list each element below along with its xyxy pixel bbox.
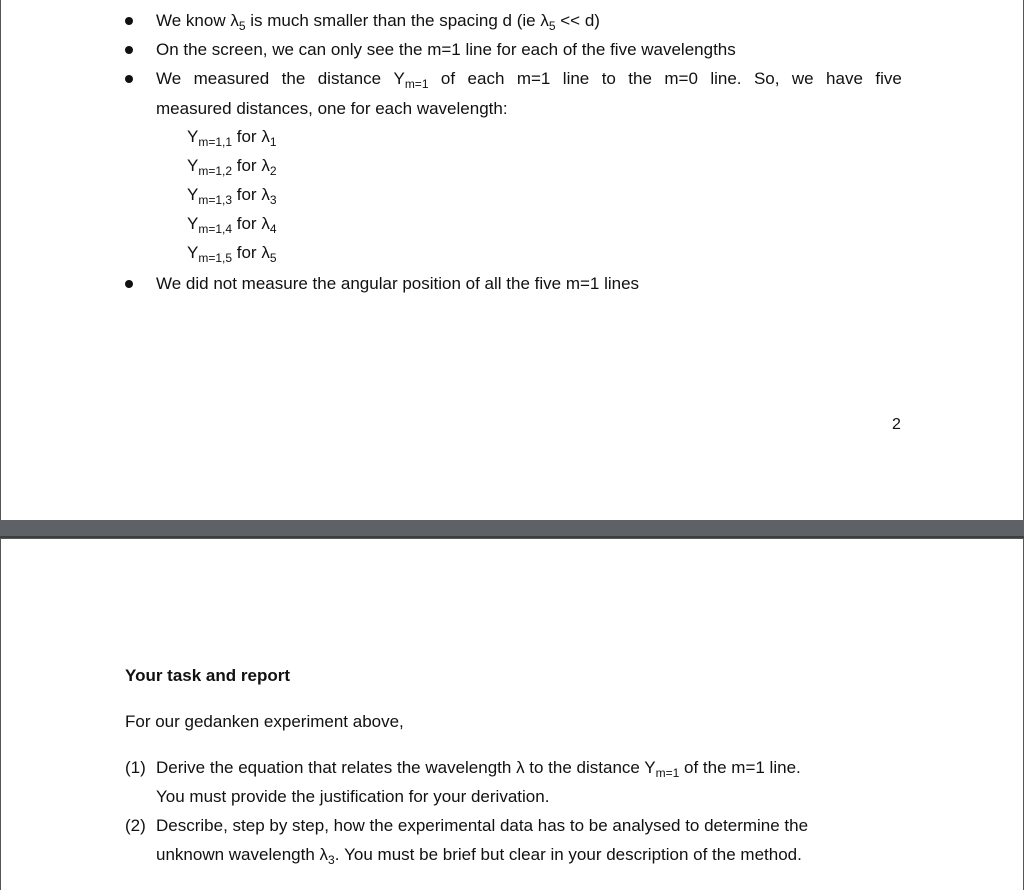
task-1-line-1: Derive the equation that relates the wavelength λ to the distance $Y_{m=1}$ of the m=1 line. bbox=[156, 758, 801, 780]
bullet-item-measured-cont: measured distances, one for each wavelength: bbox=[156, 99, 508, 118]
page-number: 2 bbox=[892, 416, 901, 433]
section-heading: Your task and report bbox=[125, 666, 290, 685]
distance-item: $Y_{m=1,2}$ for $\lambda_2$ bbox=[187, 156, 277, 178]
distance-item: $Y_{m=1,4}$ for $\lambda_4$ bbox=[187, 214, 277, 236]
task-2-line-2: unknown wavelength $\lambda_3$. You must be brief but clear in your description of the method. bbox=[156, 845, 802, 867]
distance-item: $Y_{m=1,1}$ for $\lambda_1$ bbox=[187, 127, 277, 149]
document-page-2 bbox=[0, 538, 1024, 890]
bullet-item-measured: We measured the distance $Y_{m=1}$ of each m=1 line to the m=0 line. So, we have five bbox=[156, 69, 902, 91]
bullet-dot bbox=[125, 75, 133, 83]
bullet-item-screen: On the screen, we can only see the m=1 line for each of the five wavelengths bbox=[156, 40, 736, 59]
bullet-item-spacing: We know $\lambda_5$ is much smaller than the spacing d (ie $\lambda_5 << d$) bbox=[156, 11, 600, 33]
task-1-number: (1) bbox=[125, 758, 146, 777]
task-2-line-1: Describe, step by step, how the experimental data has to be analysed to determine the bbox=[156, 816, 809, 835]
distance-item: $Y_{m=1,5}$ for $\lambda_5$ bbox=[187, 243, 277, 265]
bullet-dot bbox=[125, 46, 133, 54]
bullet-dot bbox=[125, 17, 133, 25]
bullet-dot bbox=[125, 280, 133, 288]
bullet-item-angular: We did not measure the angular position of all the five m=1 lines bbox=[156, 274, 640, 293]
intro-paragraph: For our gedanken experiment above, bbox=[125, 712, 404, 731]
distance-item: $Y_{m=1,3}$ for $\lambda_3$ bbox=[187, 185, 277, 207]
page-separator bbox=[0, 520, 1024, 538]
task-1-line-2: You must provide the justification for your derivation. bbox=[156, 787, 550, 806]
task-2-number: (2) bbox=[125, 816, 146, 835]
